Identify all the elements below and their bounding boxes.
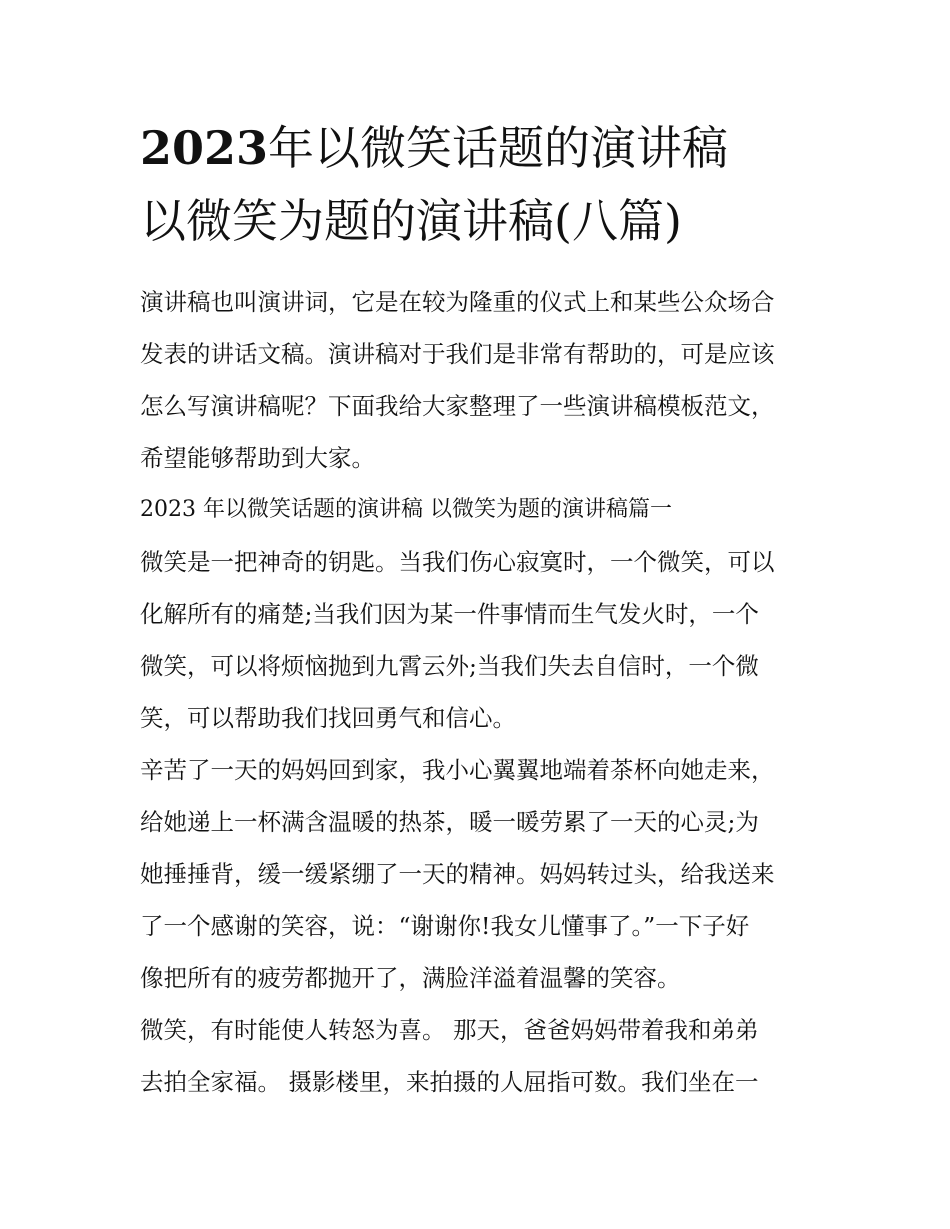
text-line: 微笑是一把神奇的钥匙。当我们伤心寂寞时，一个微笑，可以 xyxy=(140,548,775,576)
text-line: 希望能够帮助到大家。 xyxy=(140,444,375,472)
text-line: 演讲稿也叫演讲词，它是在较为隆重的仪式上和某些公众场合 xyxy=(140,288,775,316)
paragraph-2 xyxy=(140,744,820,1004)
text-line: 辛苦了一天的妈妈回到家，我小心翼翼地端着茶杯向她走来， xyxy=(140,756,775,784)
intro-paragraph xyxy=(140,276,820,484)
text-line: 微笑，有时能使人转怒为喜。 那天，爸爸妈妈带着我和弟弟 xyxy=(140,1016,759,1044)
text-line: 发表的讲话文稿。演讲稿对于我们是非常有帮助的，可是应该 xyxy=(140,340,775,368)
paragraph-3 xyxy=(140,1004,820,1108)
section-heading: 2023 年以微笑话题的演讲稿 以微笑为题的演讲稿篇一 xyxy=(140,497,672,522)
document-title xyxy=(140,112,820,258)
text-line: 像把所有的疲劳都抛开了，满脸洋溢着温馨的笑容。 xyxy=(140,964,681,992)
title-line-2 xyxy=(140,185,820,258)
text-line: 微笑，可以将烦恼抛到九霄云外;当我们失去自信时，一个微 xyxy=(140,652,759,680)
text-line: 怎么写演讲稿呢？下面我给大家整理了一些演讲稿模板范文， xyxy=(140,392,775,420)
text-line: 她捶捶背，缓一缓紧绷了一天的精神。妈妈转过头，给我送来 xyxy=(140,860,775,888)
text-line: 给她递上一杯满含温暖的热茶，暖一暖劳累了一天的心灵;为 xyxy=(140,808,759,836)
title-line-1-text: 年以微笑话题的演讲稿 xyxy=(268,121,729,175)
text-line: 笑，可以帮助我们找回勇气和信心。 xyxy=(140,704,516,732)
document-body xyxy=(140,276,820,1108)
title-year: 2023 xyxy=(140,121,269,175)
text-line: 化解所有的痛楚;当我们因为某一件事情而生气发火时，一个 xyxy=(140,600,759,628)
title-line-2-text: 以微笑为题的演讲稿(八篇) xyxy=(140,194,682,248)
paragraph-1 xyxy=(140,536,820,744)
text-line: 了一个感谢的笑容，说：“谢谢你!我女儿懂事了。”一下子好 xyxy=(140,912,750,940)
text-line: 去拍全家福。 摄影楼里，来拍摄的人屈指可数。我们坐在一 xyxy=(140,1068,759,1096)
title-line-1 xyxy=(140,112,820,185)
